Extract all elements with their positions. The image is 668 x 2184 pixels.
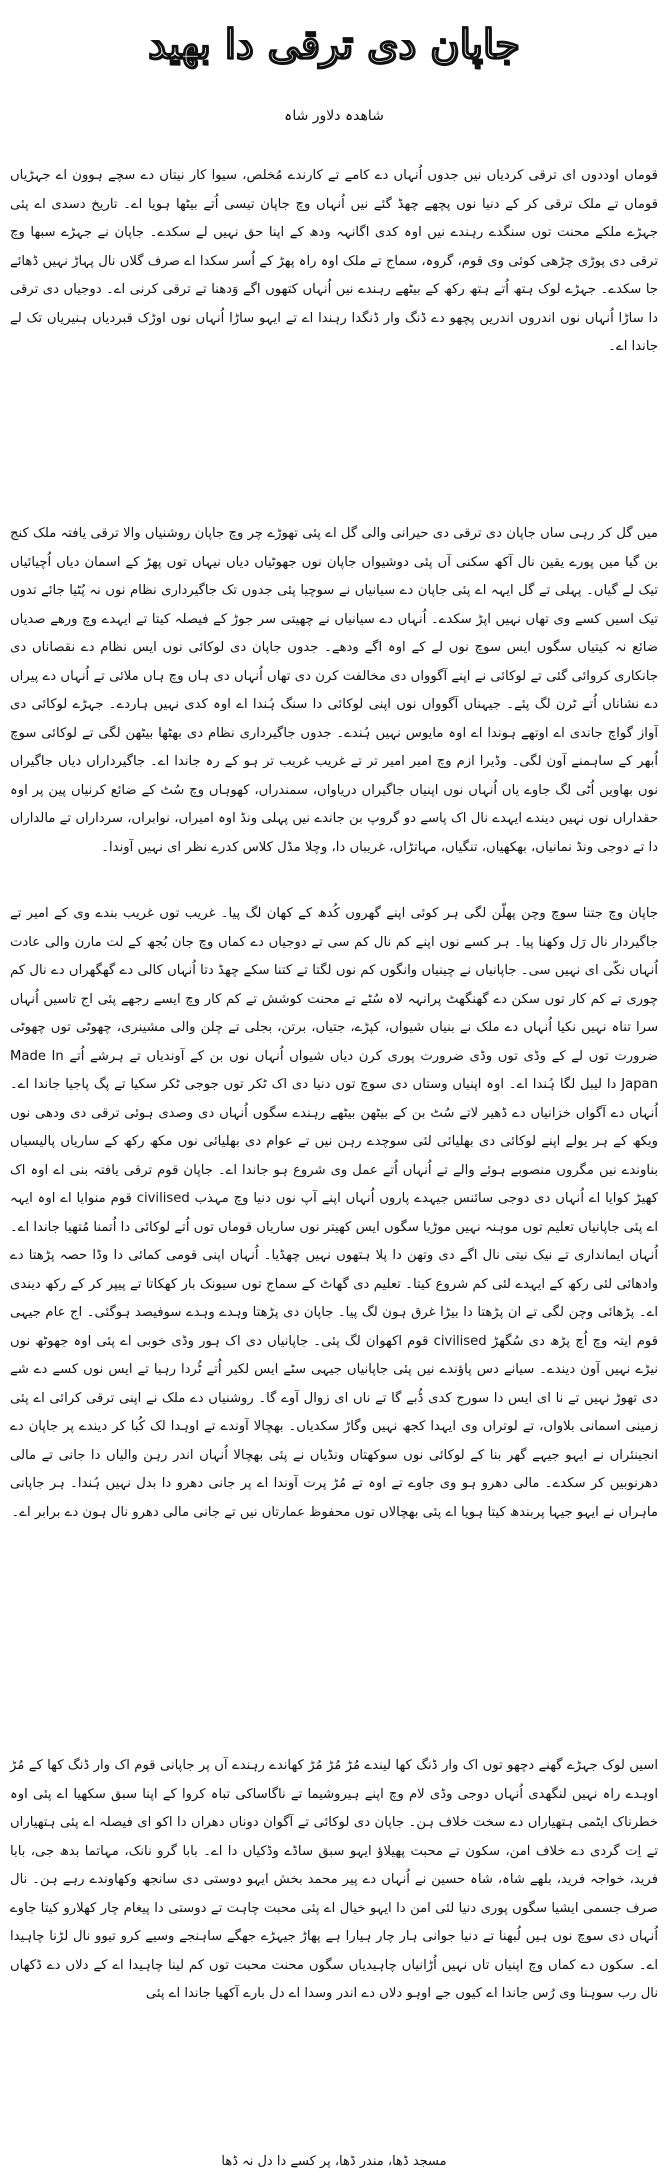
title-block (0, 14, 668, 74)
paragraph-1: قوماں اوددوں ای ترقی کردیاں نیں جدوں اُنہاں دے کامے تے کارندے مُخلص، سیوا کار نیتاں دے سچے ہوون اے جہڑیاں قوماں تے ملک ترقی کر کے دنیا نوں پچھے چھڈ گئے نیں اُنہاں وچ جاپان تیسی اُتے بیٹھا ہویا اے۔ تاریخ دسدی اے پئی جہڑے ملکے محنت توں سنگدے رہندے نیں اوہ کدی اگانہہ ودھ کے اپنا حق نہیں لے سکدے۔ جاپان نے جہڑے سبھا وچ ترقی دی پوڑی چڑھی کوئی وی قوم، گروہ، سماج تے ملک اوہ راہ پھڑ کے اُسر سکدا اے صرف گلاں نال پہاڑ نہیں ڈھائے جا سکدے۔ جہڑے لوک ہتھ اُتے ہتھ رکھ کے بیٹھے رہندے نیں اُنہاں کتھوں اگے وَدھنا تے ترقی کرنی اے۔ دوجیاں دی ترقی دا ساڑا اُنہاں نوں اندروں اندریں پچھو دے ڈنگ وار ڈنگدا رہندا اے تے ایہو ساڑا اُنہاں نوں اوڑک قبردیاں ہنیریاں تک لے جاندا اے۔ (10, 168, 658, 354)
article-title: جاپان دی ترقی دا بھید (148, 20, 520, 68)
closing-couplet: مسجد ڈھا، مندر ڈھا، پر کسے دا دل نہ ڈھا (221, 2154, 447, 2169)
paragraph-3: جاپان وچ جتنا سوچ وچن پھلّن لگی ہر کوئی اپنے گھروں کُدھ کے کھان لگ پیا۔ غریب توں غریب بندے وی کے امیر تے جاگیردار نال رَل وکھنا پیا۔ ہر کسے نوں اپنے کم نال کم سی تے دوجیاں دے کماں وچ جان بُجھ کے لت مارن والی عادت اُنہاں نکّی ای نہیں سی۔ جاپانیاں نے چینیاں وانگوں کم نوں لگتا تے کتنا سکے چھڈ دتا اُنہاں کالی دے گھگھراں دے نال کم چوری تے کم کار توں سکن دے گھنگھٹ پرانہہ لاہ سُٹے تے محنت کوشش تے کم کار وچ ایسے رجھے پئی اج تاسیں اُنہاں سرا تناہ نہیں نکیا اُنہاں دے ملک نے بنیاں شیواں، کپڑے، جتیاں، برتن، بجلی تے چلن والی مشینری، چھوٹی توں چھوٹی ضرورت توں لے کے وڈی توں وڈی ضرورت پوری کرن دیاں شیواں اُنہاں نوں بن کے آوندیاں تے ہرشے اُتے Made In Japan دا لیبل لگا ہُندا اے۔ اوہ اپنیاں وستاں دی سوچ توں دنیا دی اک ٹکر توں جوجی ٹکر سکیا تے پگ پاجیا جاندا اے۔ اُنہاں دے آگواں خزانیاں دے ڈھیر لاتے سُٹ بن کے بیٹھن بیٹھے رہندے سگوں اُنہاں دی وصدی ہوئی ترقی دی ودھی نوں ویکھ کے ہر یولے اپنے لوکائی دی بھلیائی لئی سوچدے رہن نیں تے عوام دی بھلیائی نوں مکھ رکھ کے ساریاں پالیسیاں بناوندے نیں مگروں منصوبے ہوئے والے تے اُنہاں اُتے عمل وی شروع ہو جاندا اے۔ جاپان قوم ترقی یافتہ بنی اے اوہ اک کھیڑ کوایا اے اُنہاں دی دوجی سائنس جیہدے پاروں اُنہاں اپنے آپ نوں دنیا وچ مہذب civilised قوم منوایا اے اوہ ایہہ اے پئی جاپانیاں تعلیم توں موہنہ نہیں موڑیا سگوں ایس کھیتر نوں ساریاں قوماں توں اُتے لوکائی دا اُتمنا مُتھیا جاندا اے۔ اُنہاں ایمانداری تے نیک نیتی نال اگے دی وتھن دا پلا ہتھوں نہیں چھڈیا۔ اُنہاں اپنی قومی کمائی دا وڈا حصہ پڑھتا دے وادھائی لئی رکھ کے ایہدے لئی کم شروع کیتا۔ تعلیم دی گھاٹ کے سماج توں سیونک بار کھکاتا تے پیپر کر کے رکھ دیندی اے۔ پڑھائی وچن لگی تے ان پڑھتا دا بیڑا غرق ہون لگ پیا۔ جاپان دی پڑھتا وہدے وہدے سوفیصد ہوگئی۔ اج عام جیہی قوم ایتہ وچ اُچ پڑھ دی سُگھڑ civilised قوم اکھوان لگ پئی۔ جاپانیاں دی اک ہور وڈی خوبی اے پئی اوہ جھوٹھ نوں نیڑے نہیں آون دیندے۔ سیانے دس پاؤندے نیں پئی جاپانیاں جیہی سٹے ایس لکیر اُتے ٹُردا رہیا تے ایس نوں کسے دے شے دی تھوڑ نہیں تے نا ای ایس دا سورج کدی ڈُبے گا تے ناں ای زوال آوے گا۔ روشنیاں دے ملک نے اپنی ترقی کرائی اے پئی زمینی اسمانی بلاواں، تے لوتراں وی ایہدا کجھ نہیں وگاڑ سکدیاں۔ بھچالا آوندے تے اوہدا لک کُبا کر دیندے پر جاپان دے انجینئراں نے ایہو جیہے گھر بنا کے لوکائی نوں سوکھتاں ونڈیاں نے پئی بھچالا اُنہاں اندر رہن والیاں دا جانی تے مالی دھرنوبیں کر سکدے۔ مالی دھرو ہو وی جاوے تے اوہ تے مُڑ پرت آوندا اے پر جانی دھرو دا بدل نہیں ہُندا۔ ہر جاپانی ماہراں نے ایہو جیہا پربندھ کیتا ہویا اے پئی بھچالاں توں محفوظ عمارتاں نیں تے جانی مالی دھرو نال ہون دے برابر اے۔ (10, 906, 658, 1520)
paragraph-4: اسیں لوک جہڑے گھنے دچھو توں اک وار ڈنگ کھا لیندے مُڑ مُڑ مُڑ کھاندے رہندے آں پر جاپانی قوم اک وار ڈنگ کھا کے مُڑ اوہدے راہ نہیں لنگھدی اُنہاں دوجی وڈی لام وچ اپنے ہیروشیما تے ناگاساکی تباہ کروا کے اپنا سبق سکھیا اے پئی اوہ خطرناک ایٹمی ہتھیاراں دے سخت خلاف ہن۔ جاپان دی لوکائی تے آگوان دوناں دھراں دا اکو ای فیصلہ اے پئی ہتھیاراں تے اِت گردی دے خلاف امن، سکون تے محبت پھیلاؤ ایہو سبق ساڈے وڈکیاں دا اے۔ بابا گرو نانک، مہاتما بدھ جی، بابا فرید، خواجہ فرید، بلھے شاہ، شاہ حسین نے اُنہاں دے پیر محمد بخش ایہو دوستی دی سانجھ وکھاوندے رہے ہن۔ نال صرف جسمی ایشیا سگوں پوری دنیا لئی امن دا ایہو خیال اے پئی محبت چاہت تے دوستی دا پیغام چار کھلارو کیتا جاوے اُنہاں دی سوچ نوں ہیں لُبھنا تے دنیا جوانی ہار چار ہیارا ہے پھاڑ جیہڑے جھگے ساہنجے وسیے کرو تیوو نال لڑنا چاہیدا اے۔ سکوں دے کماں وچ اپنیاں تاں نہیں اُڑانیاں چاہیدیاں سگوں محنت محبت توں کم لینا چاہیدا اے کے دلاں دے ڈکھاں نال رب سوہنا وی رُس جاندا اے کیوں جے اوہو دلاں دے اندر وسدا اے دل بارے آکھیا جاندا اے پئی (10, 1758, 658, 2001)
author-byline: شاھدہ دلاور شاہ (284, 108, 384, 124)
paragraph-2: میں گل کر رہی ساں جاپان دی ترقی دی حیرانی والی گل اے پئی تھوڑے چر وچ جاپان روشنیاں والا ترقی یافتہ ملک کنج بن گیا میں پورے یقین نال آکھ سکنی آں پئی دوشیواں جاپان نوں جھوٹیاں دیاں نیہاں توں پھڑ کے اسمان دیاں اُچیائیاں تیک لے گیاں۔ پہلی تے گل ایہہ اے پئی جاپان دے سیانیاں نے سوچیا پئی جدوں تک جاگیرداری نظام نوں نہ پُٹیا جائے تدوں تیک اسیں کسے وی تھاں نہیں اپڑ سکدے۔ اُنہاں دے سیانیاں نے چھیتی سر جوڑ کے فیصلہ کیتا تے ایہدے وچ ورھے صدیاں ضائع نہ کیتیاں سگوں ایس سوچ نوں لے کے اوہ اگے ودھے۔ جدوں جاپان دی لوکائی نوں ایس نظام دے نقصاناں دی جانکاری کروائی گئی تے لوکائی نے اپنے آگوواں دی مخالفت کرن دی تھاں اُنہاں دی ہاں وچ ہاں ملائی تے اُنہاں دے پیراں دے نشاناں اُتے ٹرن لگ پئے۔ جیہناں آگوواں نوں اپنی لوکائی دا سنگ ہُندا اے اوہ کدی نہیں ہاردے۔ جہڑے لوکائی دی آواز گواچ جاندی اے اوتھے ہوندا اے اوہ مایوس نہیں ہُندے۔ جدوں جاگیرداری نظام دی بھٹھا بیٹھن لگی تے لوکائی سوچ اُبھر کے ساہمنے آون لگی۔ وڈیرا ازم وچ امیر امیر تر تے غریب غریب تر ہو کے رہ جاندا اے۔ جاگیرداراں دیاں جاگیراں نوں بھاویں اُٹی لگ جاوے یاں اُنہاں نوں اپنیاں جاگیراں دریاواں، سمندراں، کھوہاں وچ سُٹ کے ضائع کرنیاں پین پر اوہ حقداراں نوں نہیں دیندے ایہدے نال اک پاسے دو گروپ بن جاندے نیں پہلی ونڈ اوہ امیراں، نوابراں، سرداراں تے مالداراں دا تے دوجی ونڈ نمانیاں، بھکھیاں، تنگیاں، مہاتڑاں، غریباں دا، وچلا مڈل کلاس کدرے نظر ای نہیں آوندا۔ (10, 526, 658, 855)
